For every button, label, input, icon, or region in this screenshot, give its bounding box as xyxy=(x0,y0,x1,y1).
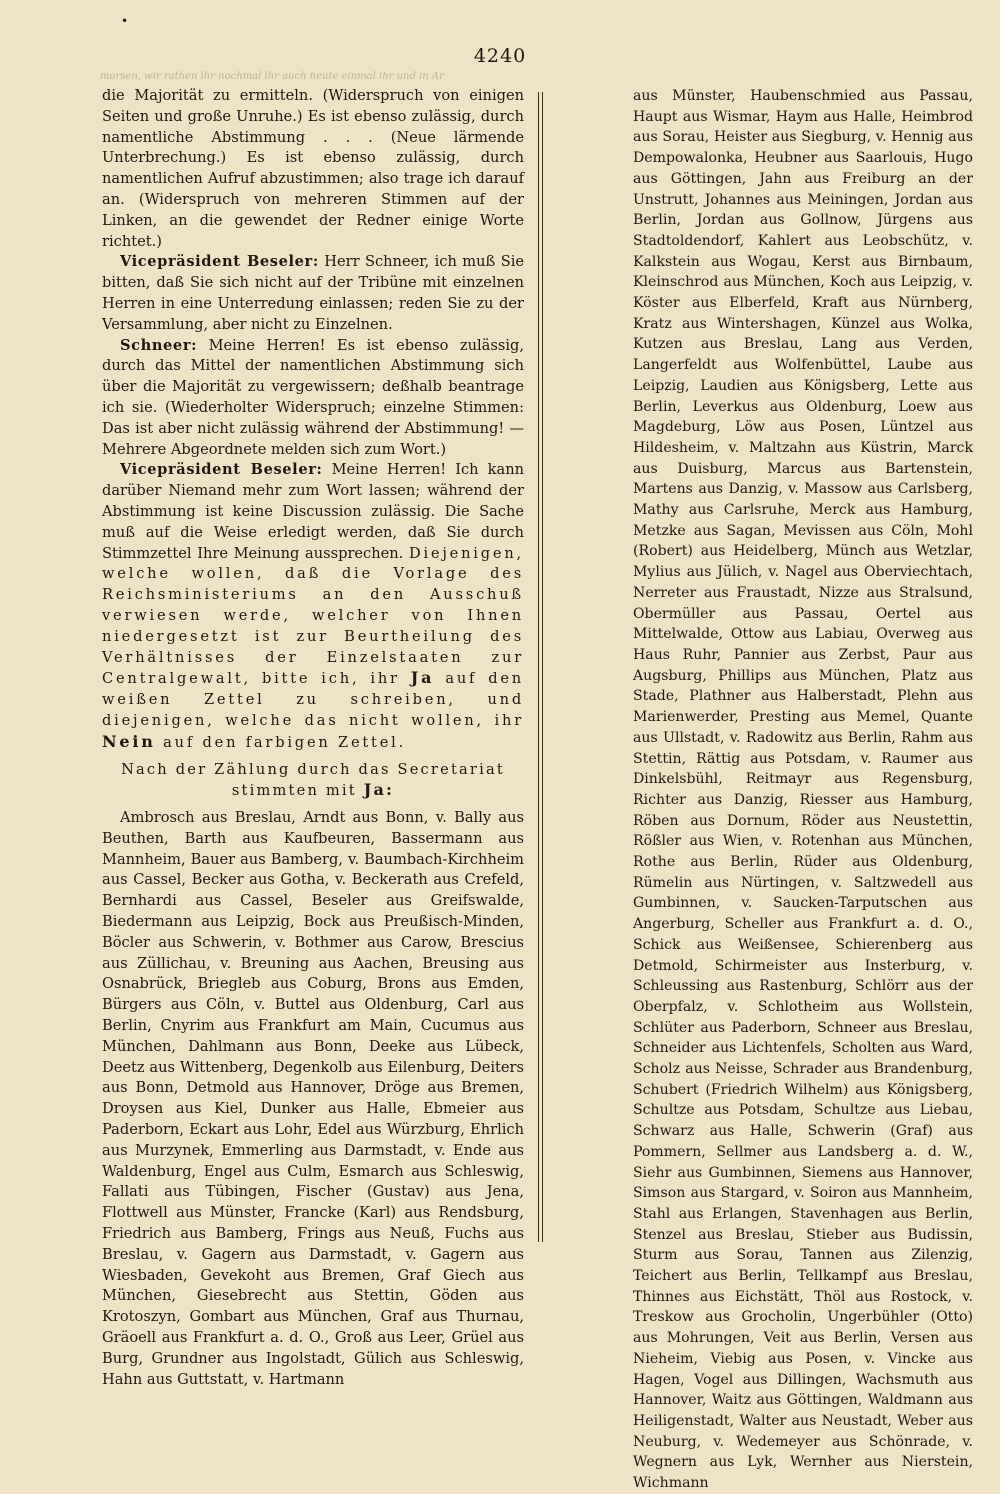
section-heading xyxy=(102,760,524,803)
paragraph-majority: die Majorität zu ermitteln. (Widerspruch von einigen Seiten und große Unruhe.) Es ist ebenso zulässig, durch namentliche Abstimmung . . . (Neue lärmende Unterbrechung.) Es ist ebenso zulässig, durch namentlichen Aufruf abzustimmen; also trage ich darauf an. (Widerspruch von mehreren Stimmen auf der Linken, an die gewendet der Redner einige Worte richtet.) xyxy=(102,87,524,250)
page-number: 4240 xyxy=(473,45,527,67)
corner-mark: • xyxy=(121,14,129,28)
bleed-through-text: morsen, wir rathen ihr nochmal ihr auch heute einmal ihr und in Ar xyxy=(100,71,444,82)
names-list-left: Ambrosch aus Breslau, Arndt aus Bonn, v. Bally aus Beuthen, Barth aus Kaufbeuren, Bassermann aus Mannheim, Bauer aus Bamberg, v. Baumbach-Kirchheim aus Cassel, Becker aus Gotha, v. Beckerath aus Crefeld, Bernhardi aus Cassel, Beseler aus Greifswalde, Biedermann aus Leipzig, Bock aus Preußisch-Minden, Böcler aus Schwerin, v. Bothmer aus Carow, Brescius aus Züllichau, v. Breuning aus Aachen, Breusing aus Osnabrück, Briegleb aus Coburg, Brons aus Emden, Bürgers aus Cöln, v. Buttel aus Oldenburg, Carl aus Berlin, Cnyrim aus Frankfurt am Main, Cucumus aus München, Dahlmann aus Bonn, Deeke aus Lübeck, Deetz aus Wittenberg, Degenkolb aus Eilenburg, Deiters aus Bonn, Detmold aus Hannover, Dröge aus Bremen, Droysen aus Kiel, Dunker aus Halle, Ebmeier aus Paderborn, Eckart aus Lohr, Edel aus Würzburg, Ehrlich aus Murzynek, Emmerling aus Darmstadt, v. Ende aus Waldenburg, Engel aus Culm, Esmarch aus Schleswig, Fallati aus Tübingen, Fischer (Gustav) aus Jena, Flottwell aus Münster, Francke (Karl) aus Rendsburg, Friedrich aus Bamberg, Frings aus Neuß, Fuchs aus Breslau, v. Gagern aus Darmstadt, v. Gagern aus Wiesbaden, Gevekoht aus Bremen, Graf Giech aus München, Giesebrecht aus Stettin, Göden aus Krotoszyn, Gombart aus München, Graf aus Thurnau, Gräoell aus Frankfurt a. d. O., Groß aus Leer, Grüel aus Burg, Grundner aus Ingolstadt, Gülich aus Schleswig, Hahn aus Guttstatt, v. Hartmann xyxy=(102,809,524,1388)
speech-text: Meine Herren! Es ist ebenso zulässig, durch das Mittel der namentlichen Abstimmung sich über die Majorität zu vergewissern; deßhalb beantrage ich sie. (Wiederholter Widerspruch; einzelne Stimmen: Das ist aber nicht zulässig während der Abstimmung! — Mehrere Abgeordnete melden sich zum Wort.) xyxy=(102,336,524,458)
names-list-right: aus Münster, Haubenschmied aus Passau, Haupt aus Wismar, Haym aus Halle, Heimbrod aus Sorau, Heister aus Siegburg, v. Hennig aus Dempowalonka, Heubner aus Saarlouis, Hugo aus Göttingen, Jahn aus Freiburg an der Unstrutt, Johannes aus Meiningen, Jordan aus Berlin, Jordan aus Gollnow, Jürgens aus Stadtoldendorf, Kahlert aus Leobschütz, v. Kalkstein aus Wogau, Kerst aus Birnbaum, Kleinschrod aus München, Koch aus Leipzig, v. Köster aus Elberfeld, Kraft aus Nürnberg, Kratz aus Wintershagen, Künzel aus Wolka, Kutzen aus Breslau, Lang aus Verden, Langerfeldt aus Wolfenbüttel, Laube aus Leipzig, Laudien aus Königsberg, Lette aus Berlin, Leverkus aus Oldenburg, Loew aus Magdeburg, Löw aus Posen, Lüntzel aus Hildesheim, v. Maltzahn aus Küstrin, Marck aus Duisburg, Marcus aus Bartenstein, Martens aus Danzig, v. Massow aus Carlsberg, Mathy aus Carlsruhe, Merck aus Hamburg, Metzke aus Sagan, Mevissen aus Cöln, Mohl (Robert) aus Heidelberg, Münch aus Wetzlar, Mylius aus Jülich, v. Nagel aus Oberviechtach, Nerreter aus Fraustadt, Nizze aus Stralsund, Obermüller aus Passau, Oertel aus Mittelwalde, Ottow aus Labiau, Overweg aus Haus Ruhr, Pannier aus Zerbst, Paur aus Augsburg, Phillips aus München, Platz aus Stade, Plathner aus Halberstadt, Plehn aus Marienwerder, Presting aus Memel, Quante aus Ullstadt, v. Radowitz aus Berlin, Rahm aus Stettin, Rättig aus Potsdam, v. Raumer aus Dinkelsbühl, Reitmayr aus Regensburg, Richter aus Danzig, Riesser aus Hamburg, Röben aus Dornum, Röder aus Neustettin, Rößler aus Wien, v. Rotenhan aus München, Rothe aus Berlin, Rüder aus Oldenburg, Rümelin aus Nürtingen, v. Saltzwedell aus Gumbinnen, v. Saucken-Tarputschen aus Angerburg, Scheller aus Frankfurt a. d. O., Schick aus Weißensee, Schierenberg aus Detmold, Schirmeister aus Insterburg, v. Schleussing aus Rastenburg, Schlörr aus der Oberpfalz, v. Schlotheim aus Wollstein, Schlüter aus Paderborn, Schneer aus Breslau, Schneider aus Lichtenfels, Scholten aus Ward, Scholz aus Neisse, Schrader aus Brandenburg, Schubert (Friedrich Wilhelm) aus Königsberg, Schultze aus Potsdam, Schultze aus Liebau, Schwarz aus Halle, Schwerin (Graf) aus Pommern, Sellmer aus Landsberg a. d. W., Siehr aus Gumbinnen, Siemens aus Hannover, Simson aus Stargard, v. Soiron aus Mannheim, Stahl aus Erlangen, Stavenhagen aus Berlin, Stenzel aus Breslau, Stieber aus Budissin, Sturm aus Sorau, Tannen aus Zilenzig, Teichert aus Berlin, Tellkampf aus Breslau, Thinnes aus Eichstätt, Thöl aus Rostock, v. Treskow aus Grocholin, Ungerbühler (Otto) aus Mohrungen, Veit aus Berlin, Versen aus Nieheim, Viebig aus Posen, v. Vincke aus Hagen, Vogel aus Dillingen, Wachsmuth aus Hannover, Waitz aus Göttingen, Waldmann aus Heiligenstadt, Walter aus Neustadt, Weber aus Neuburg, v. Wedemeyer aus Schönrade, v. Wegnern aus Lyk, Wernher aus Nierstein, Wichmann xyxy=(633,88,973,1492)
nein-word: Nein xyxy=(102,731,156,751)
ja-word: Ja xyxy=(410,668,435,688)
spaced-text: auf den weißen Zettel zu schreiben, und diejenigen, welche das nicht wollen, ihr xyxy=(102,670,524,729)
left-column xyxy=(102,86,524,1388)
paragraph-beseler-1 xyxy=(102,252,524,335)
heading-ja: Ja: xyxy=(363,780,395,800)
column-divider xyxy=(538,92,543,1242)
speaker-name: Vicepräsident Beseler: xyxy=(120,461,323,479)
paragraph-schneer xyxy=(102,336,524,461)
spaced-text: auf den farbigen Zettel. xyxy=(155,733,407,751)
speech-text: Meine Herren! Ich kann darüber Niemand mehr zum Wort lassen; während der Abstimmung ist keine Discussion zulässig. Die Sache muß auf die Weise erledigt werden, daß Sie durch Stimmzettel Ihre Meinung aussprechen. xyxy=(102,461,524,562)
speaker-name: Vicepräsident Beseler: xyxy=(120,253,319,271)
paragraph-beseler-2 xyxy=(102,460,524,753)
heading-text: Nach der Zählung durch das Secretariat stimmten mit xyxy=(121,760,505,800)
right-column xyxy=(633,86,973,1492)
speaker-name: Schneer: xyxy=(120,336,198,354)
speech-text: Herr Schneer, ich muß Sie bitten, daß Sie sich nicht auf der Tribüne mit einzelnen Herren in eine Unterredung einlassen; reden Sie zu der Versammlung, aber nicht zu Einzelnen. xyxy=(102,253,524,333)
spaced-text: Diejenigen, welche wollen, daß die Vorlage des Reichsministeriums an den Ausschuß verwiesen werde, welcher von Ihnen niedergesetzt ist zur Beurtheilung des Verhältnisses der Einzelstaaten zur Centralgewalt, bitte ich, ihr xyxy=(102,544,524,688)
